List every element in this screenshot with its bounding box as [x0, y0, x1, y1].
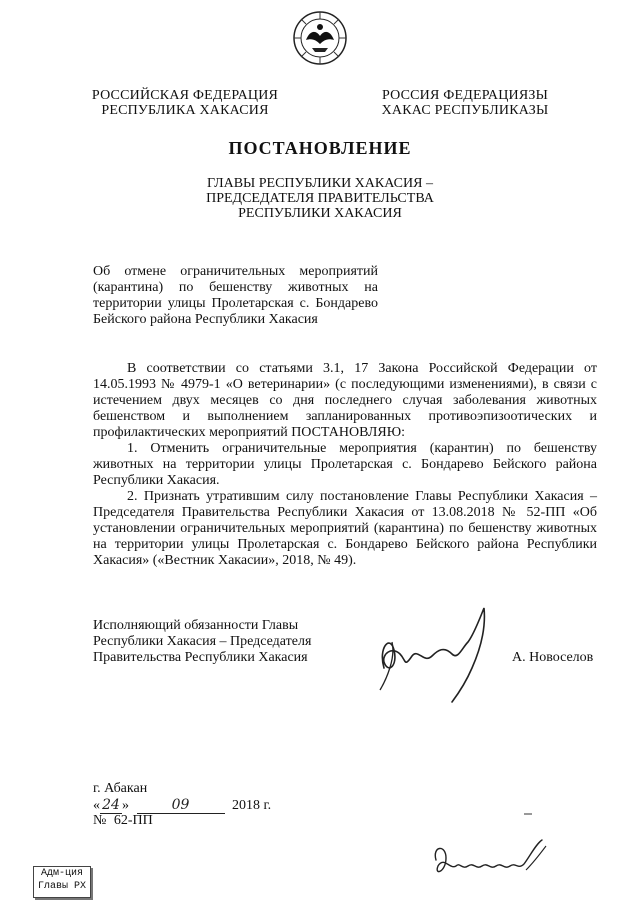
document-title: ПОСТАНОВЛЕНИЕ: [228, 138, 412, 158]
signatory-title-line3: Правительства Республики Хакасия: [93, 650, 308, 665]
header-left: [90, 88, 280, 118]
signatory-title-line1: Исполняющий обязанности Главы: [93, 618, 299, 633]
document-date: « 24 » 09 2018 г.: [93, 797, 272, 813]
item-2-paragraph: 2. Признать утратившим силу постановление Главы Республики Хакасия – Председателя Правительства Республики Хакасия от 13.08.2018 № 52-ПП «Об установлении ограничительных мероприятий (карантина) по бешенству животных на территории улицы Пролетарская с. Бондарево Бейского района Республики Хакасия» («Вестник Хакасии», 2018, № 49).: [93, 489, 597, 568]
stamp-line1: Адм-ция: [40, 868, 83, 879]
place-of-issue: г. Абакан: [93, 781, 148, 796]
signatory-name: А. Новоселов: [512, 650, 594, 665]
coat-of-arms-icon: [292, 10, 348, 66]
office-stamp: [33, 866, 91, 898]
document-subtitle: [170, 176, 470, 221]
signatory-title: [93, 618, 333, 666]
subtitle-line1: ГЛАВЫ РЕСПУБЛИКИ ХАКАСИЯ –: [207, 176, 433, 191]
number-label: №: [93, 813, 107, 828]
header-left-line1: РОССИЙСКАЯ ФЕДЕРАЦИЯ: [91, 88, 279, 103]
signatory-title-line2: Республики Хакасия – Председателя: [93, 634, 312, 649]
header-left-line2: РЕСПУБЛИКА ХАКАСИЯ: [101, 103, 269, 118]
handwritten-signature: [372, 598, 512, 710]
header-right-line2: ХАКАС РЕСПУБЛИКАЗЫ: [381, 103, 549, 118]
stamp-line2: Главы РХ: [37, 881, 86, 892]
subtitle-line2: ПРЕДСЕДАТЕЛЯ ПРАВИТЕЛЬСТВА: [206, 191, 434, 206]
header-right-line1: РОССИЯ ФЕДЕРАЦИЯЗЫ: [381, 88, 549, 103]
number-value: 62-ПП: [113, 813, 153, 828]
item-1-paragraph: 1. Отменить ограничительные мероприятия (карантин) по бешенству животных на территории улицы Пролетарская с. Бондарево Бейского района Республики Хакасия.: [93, 441, 597, 488]
small-tick-mark: [524, 811, 532, 817]
document-body: [93, 361, 597, 569]
document-number: [93, 813, 153, 829]
document-subject: Об отмене ограничительных мероприятий (карантина) по бешенству животных на территории улицы Пролетарская с. Бондарево Бейского района Республики Хакасия: [93, 264, 378, 327]
date-month: 09: [137, 797, 225, 814]
date-year: 2018 г.: [232, 798, 272, 813]
subtitle-line3: РЕСПУБЛИКИ ХАКАСИЯ: [238, 206, 402, 221]
preamble-paragraph: В соответствии со статьями 3.1, 17 Закона Российской Федерации от 14.05.1993 № 4979-1 «О ветеринарии» (с последующими изменениями), в связи с истечением двух месяцев со дня последнего случая заболевания животных бешенством и выполнением запланированных противоэпизоотических и профилактических мероприятий ПОСТАНОВЛЯЮ:: [93, 361, 597, 440]
header-right: [370, 88, 560, 118]
date-day: 24: [100, 797, 122, 814]
approval-visa-signature: [430, 836, 552, 884]
